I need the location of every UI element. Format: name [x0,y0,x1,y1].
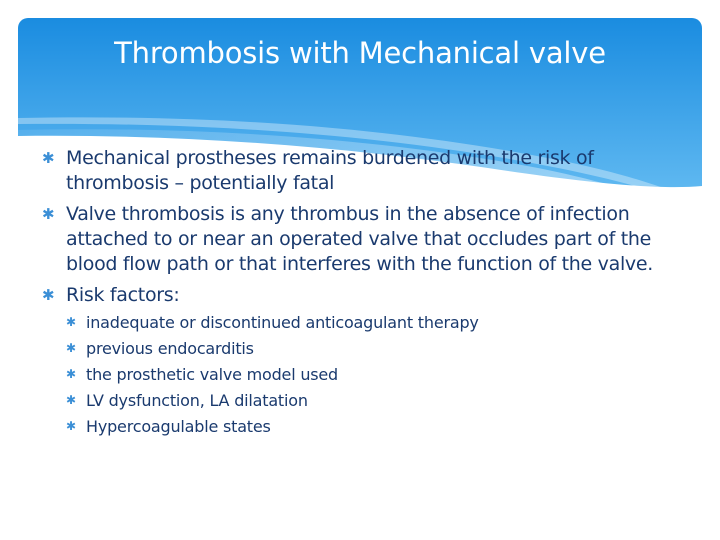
sub-bullet-list [64,312,680,437]
asterisk-icon: ✱ [66,315,76,329]
sub-bullet-item [64,390,680,411]
asterisk-icon: ✱ [42,286,55,304]
bullet-item [40,283,680,437]
sub-bullet-text: previous endocarditis [86,339,254,358]
bullet-item [40,146,680,196]
bullet-text: Risk factors: [66,284,180,306]
asterisk-icon: ✱ [42,205,55,223]
sub-bullet-text: LV dysfunction, LA dilatation [86,391,308,410]
bullet-text: Mechanical prostheses remains burdened with the risk of thrombosis – potentially fatal [66,147,594,194]
sub-bullet-text: Hypercoagulable states [86,417,271,436]
sub-bullet-text: inadequate or discontinued anticoagulant therapy [86,313,479,332]
asterisk-icon: ✱ [66,341,76,355]
slide-body [40,146,680,443]
bullet-list [40,146,680,437]
asterisk-icon: ✱ [66,367,76,381]
asterisk-icon: ✱ [42,149,55,167]
asterisk-icon: ✱ [66,393,76,407]
sub-bullet-item [64,338,680,359]
bullet-text: Valve thrombosis is any thrombus in the absence of infection attached to or near an operated valve that occludes part of the blood flow path or that interferes with the function of the valve. [66,203,654,275]
sub-bullet-item [64,312,680,333]
bullet-item [40,202,680,277]
slide-title: Thrombosis with Mechanical valve [114,36,606,70]
sub-bullet-item [64,364,680,385]
sub-bullet-text: the prosthetic valve model used [86,365,339,384]
asterisk-icon: ✱ [66,419,76,433]
sub-bullet-item [64,416,680,437]
